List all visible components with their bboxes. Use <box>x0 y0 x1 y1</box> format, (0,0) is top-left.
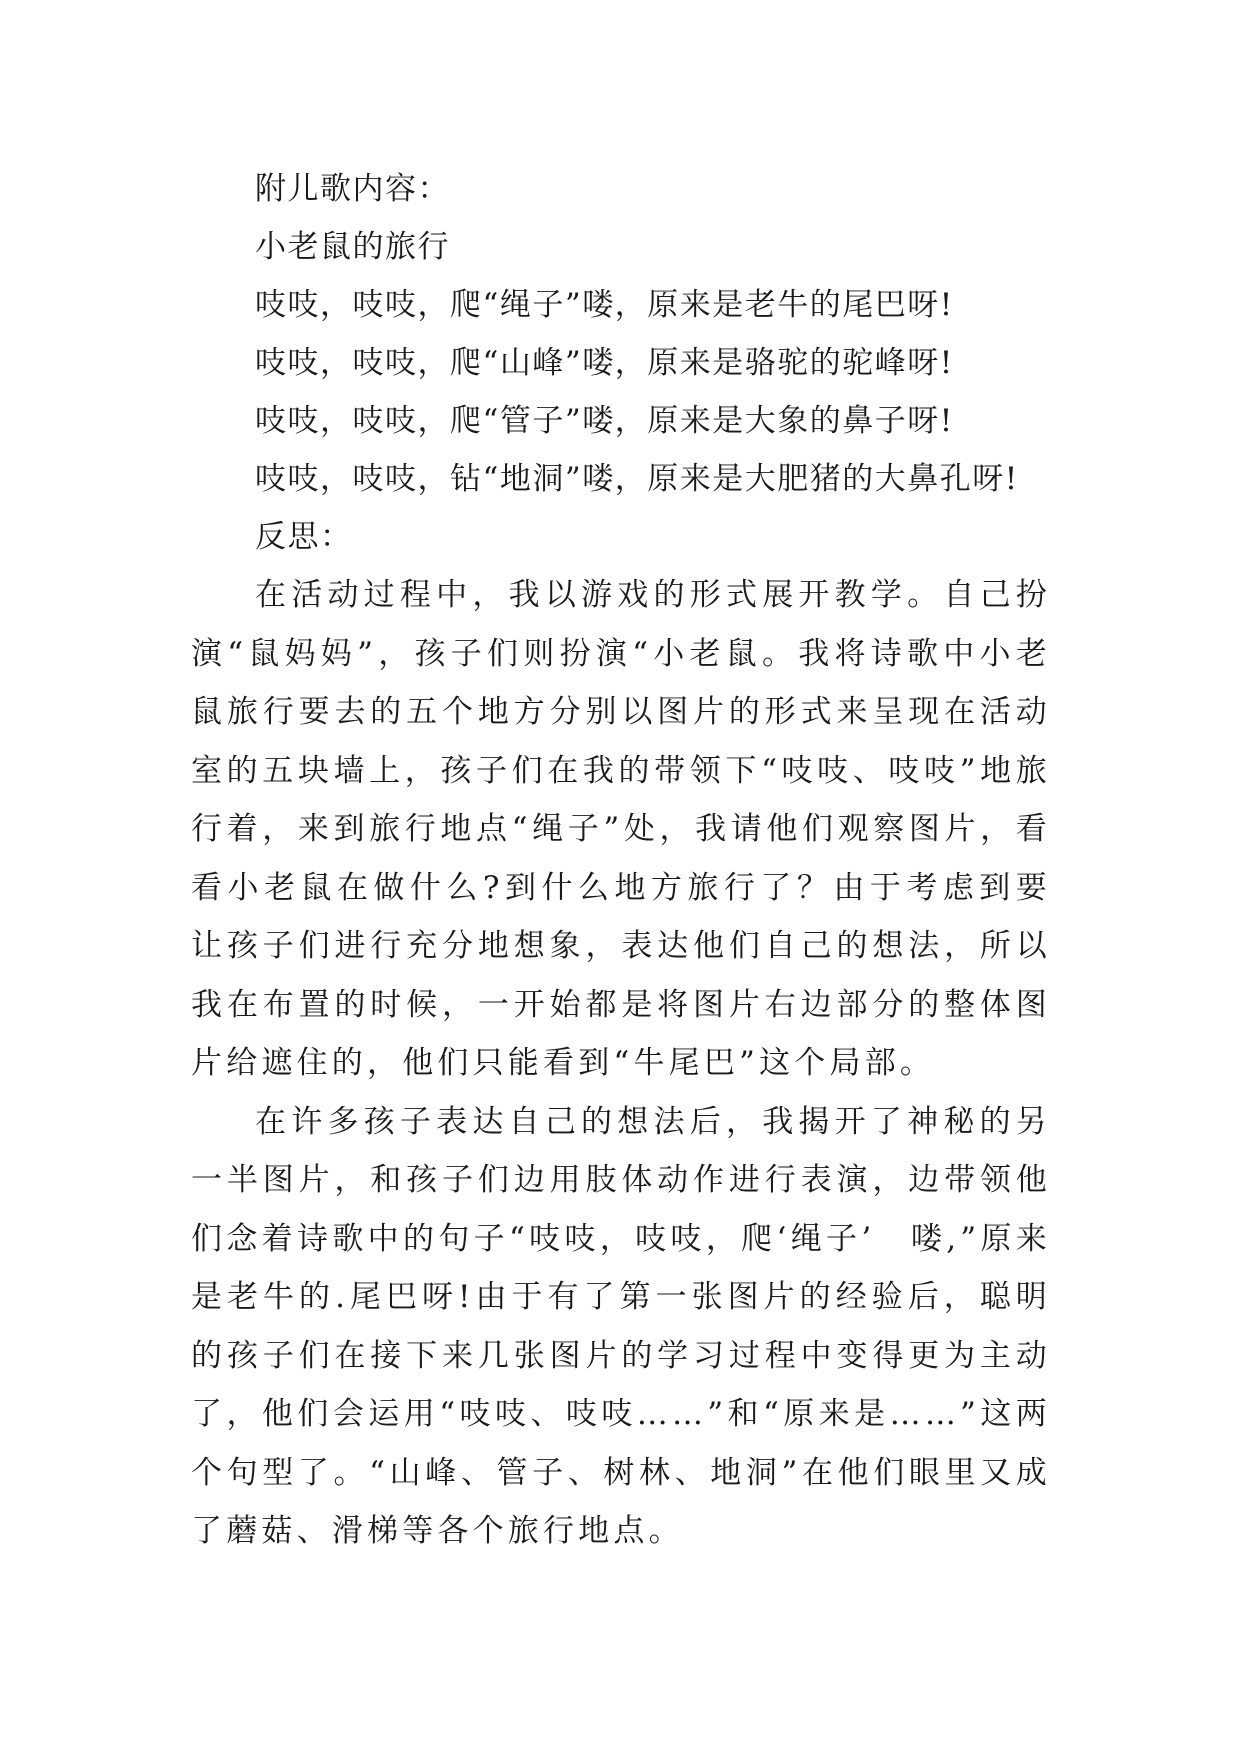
document-body <box>191 160 1051 1561</box>
reflection-paragraph: 在活动过程中，我以游戏的形式展开教学。自己扮演“鼠妈妈”，孩子们则扮演“小老鼠。我将诗歌中小老鼠旅行要去的五个地方分别以图片的形式来呈现在活动室的五块墙上，孩子们在我的带领下“吱吱、吱吱”地旅行着，来到旅行地点“绳子”处，我请他们观察图片，看看小老鼠在做什么?到什么地方旅行了？由于考虑到要让孩子们进行充分地想象，表达他们自己的想法，所以我在布置的时候，一开始都是将图片右边部分的整体图片给遮住的，他们只能看到“牛尾巴”这个局部。 <box>191 577 1051 1081</box>
poem-line: 吱吱，吱吱，钻“地洞”喽，原来是大肥猪的大鼻孔呀! <box>255 461 1019 497</box>
reflection-paragraph: 在许多孩子表达自己的想法后，我揭开了神秘的另一半图片，和孩子们边用肢体动作进行表演，边带领他们念着诗歌中的句子“吱吱，吱吱，爬‘绳子’ 喽,”原来是老牛的.尾巴呀!由于有了第一张图片的经验后，聪明的孩子们在接下来几张图片的学习过程中变得更为主动了，他们会运用“吱吱、吱吱……”和“原来是……”这两个句型了。“山峰、管子、树林、地洞”在他们眼里又成了蘑菇、滑梯等各个旅行地点。 <box>191 1103 1051 1549</box>
poem-line: 吱吱，吱吱，爬“绳子”喽，原来是老牛的尾巴呀! <box>255 287 954 323</box>
poem-heading: 附儿歌内容： <box>255 171 450 207</box>
poem-title: 小老鼠的旅行 <box>255 229 450 265</box>
reflection-heading: 反思： <box>255 519 353 555</box>
poem-line: 吱吱，吱吱，爬“管子”喽，原来是大象的鼻子呀! <box>255 403 954 439</box>
poem-line: 吱吱，吱吱，爬“山峰”喽，原来是骆驼的驼峰呀! <box>255 345 954 381</box>
